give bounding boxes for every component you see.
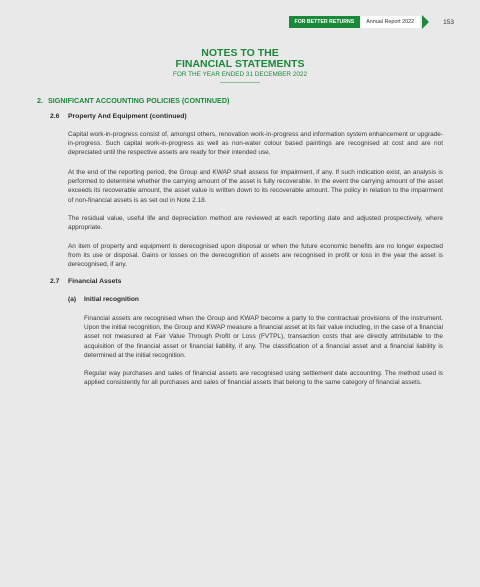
paragraph: The residual value, useful life and depreciation method are reviewed at each reporting date and adjusted prospectively, where appropriate.: [68, 215, 443, 232]
page-title-line-2: FINANCIAL STATEMENTS: [175, 58, 305, 70]
subsection-2-7-heading: [50, 278, 121, 285]
item-a-heading: [68, 296, 139, 303]
paragraph: Financial assets are recognised when the Group and KWAP become a party to the contractual provisions of the instrument. Upon the initial recognition, the Group and KWAP measure a financial asset at its fair value including, in the case of a financial asset not measured at Fair Value Through Profit or Loss (FVTPL), transaction costs that are directly attributable to the acquisition of the financial asset or financial liability, if any. The classification of a financial asset and a financial liability is determined at the initial recognition.: [84, 315, 443, 359]
subsection-number: 2.6: [50, 113, 60, 120]
subsection-title: Financial Assets: [68, 278, 122, 285]
paragraph: Capital work-in-progress consist of, amongst others, renovation work-in-progress and information system enhancement or upgrade-in-progress. Such capital work-in-progress as well as non-water colour based paintings are recognised at cost and are not depreciated until the respective assets are ready for their intended use.: [68, 131, 443, 157]
chevron-right-icon: [422, 15, 429, 29]
page-title-line-1: NOTES TO THE: [201, 47, 279, 59]
page-title-block: [0, 48, 480, 83]
section-number: 2.: [37, 96, 43, 105]
section-heading: [37, 96, 229, 105]
subsection-number: 2.7: [50, 278, 60, 285]
header-tag: FOR BETTER RETURNS: [289, 16, 361, 28]
page-number: 153: [443, 18, 454, 26]
section-title: SIGNIFICANT ACCOUNTING POLICIES (CONTINUED): [48, 96, 230, 105]
paragraph: An item of property and equipment is derecognised upon disposal or when the future economic benefits are no longer expected from its use or disposal. Gains or losses on the derecognition of assets are recognised in profit or loss in the year the asset is derecognised, if any.: [68, 243, 443, 269]
page-header: [289, 15, 480, 29]
header-report-title: Annual Report 2022: [360, 16, 420, 28]
item-title: Initial recognition: [84, 296, 139, 303]
title-divider: [220, 82, 260, 83]
paragraph: Regular way purchases and sales of financial assets are recognised using settlement date accounting. The method used is applied consistently for all purchases and sales of financial assets that belong to the same category of financial assets.: [84, 370, 443, 387]
subsection-title: Property And Equipment (continued): [68, 113, 187, 120]
page-subtitle: FOR THE YEAR ENDED 31 DECEMBER 2022: [172, 71, 307, 78]
paragraph: At the end of the reporting period, the Group and KWAP shall assess for impairment, if any. If such indication exist, an analysis is performed to determine whether the carrying amount of the asset is fully recoverable. In the event the carrying amount of the asset exceeds its recoverable amount, the asset value is written down to its recoverable amount. The policy in relation to the impairment of non-financial assets is as set out in Note 2.18.: [68, 169, 443, 204]
item-number: (a): [68, 296, 77, 303]
subsection-2-6-heading: [50, 113, 187, 120]
